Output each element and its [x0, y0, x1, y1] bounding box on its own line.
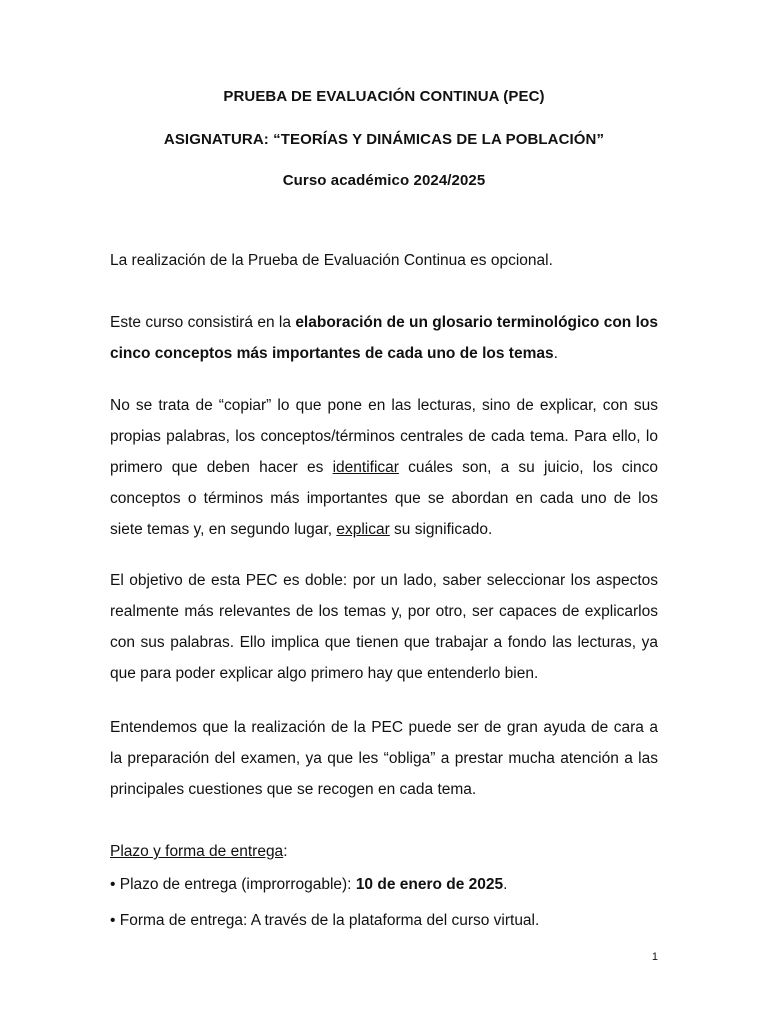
deadline-label: • Plazo de entrega (improrrogable):: [110, 876, 356, 893]
paragraph-text: La realización de la Prueba de Evaluación Continua es opcional.: [110, 252, 553, 269]
period: .: [503, 876, 508, 893]
paragraph-objective: [110, 565, 658, 689]
paragraph-text: No se trata de “copiar” lo que pone en las lecturas, sino de explicar, con sus propias palabras, los conceptos/términos centrales de cada tema. Para ello, lo primero que deben hacer es: [110, 397, 658, 476]
subject-title: ASIGNATURA: “TEORÍAS Y DINÁMICAS DE LA POBLACIÓN”: [163, 131, 605, 148]
delivery-heading: Plazo y forma de entrega: [110, 843, 284, 860]
paragraph-text: El objetivo de esta PEC es doble: por un lado, saber seleccionar los aspectos realmente más relevantes de los temas y, por otro, ser capaces de explicarlos con sus palabras. Ello implica que tienen que trabajar a fondo las lecturas, ya que para poder explicar algo primero hay que entenderlo bien.: [110, 572, 658, 682]
paragraph-instructions: [110, 390, 658, 545]
paragraph-text: .: [553, 345, 558, 362]
page-number: 1: [651, 951, 658, 963]
paragraph-exam-help: [110, 712, 658, 805]
underlined-word: explicar: [336, 521, 390, 538]
paragraph-text: Entendemos que la realización de la PEC puede ser de gran ayuda de cara a la preparación del examen, ya que les “obliga” a prestar mucha atención a las principales cuestiones que se recogen en cada tema.: [110, 719, 658, 798]
delivery-deadline-item: [110, 869, 658, 900]
delivery-section: [110, 836, 658, 936]
document-title: PRUEBA DE EVALUACIÓN CONTINUA (PEC): [223, 88, 545, 105]
delivery-method-item: • Forma de entrega: A través de la plataforma del curso virtual.: [110, 912, 540, 929]
paragraph-text: cuáles son, a su juicio, los cinco conceptos o términos más importantes que se abordan en cada uno de los siete temas y, en segundo lugar,: [110, 459, 658, 538]
paragraph-text: Este curso consistirá en la: [110, 314, 296, 331]
colon: :: [283, 843, 288, 860]
paragraph-text: su significado.: [389, 521, 493, 538]
underlined-word: identificar: [332, 459, 399, 476]
bold-text: elaboración de un glosario terminológico con los cinco conceptos más importantes de cada uno de los temas: [110, 314, 658, 362]
deadline-date: 10 de enero de 2025: [355, 876, 504, 893]
paragraph-optional: [110, 245, 658, 276]
academic-year: Curso académico 2024/2025: [282, 172, 486, 189]
paragraph-glossary: [110, 307, 658, 369]
